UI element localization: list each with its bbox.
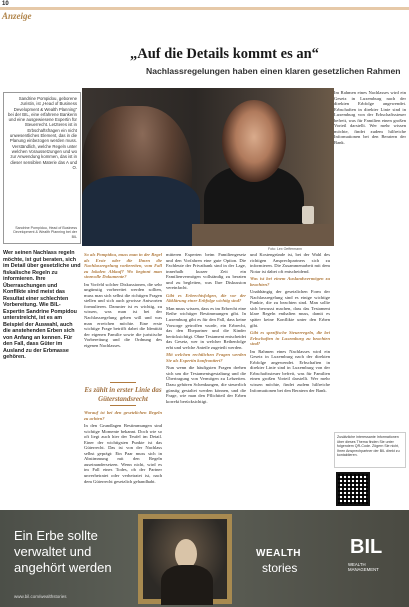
photo-credit: Foto: Lex Oeffermann: [268, 247, 302, 251]
pullquote-rule-top: [110, 382, 136, 383]
answer: Man muss wissen, dass es im Erbrecht eine Reihe wichtiger Bestimmungen gibt. In Luxemburg gibt es für den Fall, dass keine Vorsorge getroffen wurde, ein Erbrecht, das den Ehepartner und die Kinder berücksichtigt. Ohne Testament entscheidet das Gesetz, wer in welcher Reihenfolge erbt und welche Anteile zugeteilt werden.: [166, 305, 246, 350]
question: Worauf ist bei den gesetzlichen Regeln zu achten?: [84, 410, 162, 421]
bil-logo-subtitle: [348, 562, 379, 572]
profile-box: [3, 92, 81, 244]
column-5: [334, 90, 406, 147]
question: Was ist bei einem Auslandsvermögen zu beachten?: [250, 276, 330, 287]
ad-slogan-line-3: angehört werden: [14, 560, 112, 575]
question: Mit welchen rechtlichen Fragen werden Sie als Expertin konfrontiert?: [166, 352, 246, 363]
photo-cup: [302, 206, 314, 224]
column-3: [166, 252, 246, 406]
question: So als Pompidou, muss man in der Regel als Erste oder die Ihnen die Nachlassregelung vorbereiten, vom Fall zu lokalen Ablauf? Wo beginnt man sinnvolle Dokumente?: [84, 252, 162, 280]
profile-caption: Sandrine Pompidou, Head of Business Development & Wealth Planning bei der BIL: [13, 225, 77, 239]
section-label: Anzeige: [2, 11, 32, 21]
question: Gibt es spezifische Steuerregeln, die bei Erbschaften in Luxemburg zu beachten sind?: [250, 330, 330, 347]
photo-table: [192, 224, 334, 246]
page-number: 10: [2, 1, 9, 7]
pullquote-rule-bottom: [110, 405, 136, 406]
answer: Im Rahmen eines Nachlasses wird ein Gesetz in Luxemburg nach der direkten Erbfolge angewendet. Erbschaften in direkter Linie sind in Luxemburg von der Erbschaftssteuer befreit, was für Familien einen großen Vorteil darstellt. Wer mehr wissen möchte, findet zudem hilfreiche Informationen bei den Beratern der Bank.: [334, 90, 406, 145]
pullquote: Es zählt in erster Linie das Güterstandsrecht: [84, 386, 162, 403]
profile-text: Sandrine Pompidou, geborene Juristin, ist „Head of Business Development & Wealth Planning“ bei der BIL, eine erfahrene Bankerin und eine ausgewiesene Expertin für Steuerrecht. Letzteres ist in Erbschaftsfragen ein nicht unwesentliches Element, das in die Planung einbezogen werden muss. Verständlich, welche Regeln unter welchen Voraussetzungen und wo zur Anwendung kommen, das ist in dieser sensiblen Materie das A und O.: [7, 96, 77, 170]
photo-woman-head: [222, 100, 286, 182]
bil-logo: BIL: [350, 536, 383, 558]
ad-wealth-word: WEALTH: [256, 548, 302, 559]
portrait-dress: [161, 565, 213, 605]
answer: Nun wenn die häufigsten Fragen drehen sich um die Testamentsgestaltung und die Übertragung von Vermögen zu Lebzeiten. Dazu gehören Schenkungen, die steuerlich günstig gestaltet werden können, und die Frage, wie man den Pflichtteil der Erben korrekt berücksichtigt.: [166, 365, 246, 404]
answer: Im Rahmen eines Nachlasses wird ein Gesetz in Luxemburg nach der direkten Erbfolge angewendet. Erbschaften in direkter Linie sind in Luxemburg von der Erbschaftssteuer befreit, was für Familien einen großen Vorteil darstellt. Wer mehr wissen möchte, findet zudem hilfreiche Informationen bei den Beratern der Bank.: [250, 348, 330, 393]
ad-slogan: [14, 528, 112, 576]
headline: „Auf die Details kommt es an“: [130, 46, 319, 62]
logo-sub-line-1: WEALTH: [348, 562, 366, 567]
advertisement-banner[interactable]: [0, 510, 409, 607]
column-2-continued: [84, 410, 162, 486]
answer: und Kostengründe ist, bei der Wahl des richtigen Ansprechpartners sich zu informieren. Die Zusammenarbeit mit dem Notar ist dabei oft entscheidend.: [250, 252, 330, 274]
answer: Unabhängig der gesetzlichen Form der Nachlassregelung sind es einige wichtige Punkte, die zu beachten sind. Man sollte sich bewusst machen, dass das Testament klare Regeln enthalten muss, damit es später keine Konflikte unter den Erben gibt.: [250, 289, 330, 328]
ad-slogan-line-2: verwaltet und: [14, 544, 92, 559]
subheadline: Nachlassregelungen haben einen klaren gesetzlichen Rahmen: [146, 66, 401, 76]
logo-sub-line-2: MANAGEMENT: [348, 567, 379, 572]
photo-man-shirt: [82, 176, 200, 246]
question: Gibt es Erbrechtsfolgen, die vor der Abklärung einer Erbfolge wichtig sind?: [166, 292, 246, 304]
ad-stories-word: stories: [262, 561, 298, 575]
answer: Im Vorfeld solcher Diskussionen, die sehr ungünstig vorbereitet werden sollten, muss man sich selbst die richtigen Fragen stellen und sich auch gewisse Antworten formulieren. Darunter ist es wichtig, zu wissen, was man ist bei der Nachlassregelung gehen will und was man erreichen möchte. Eine erste wichtige Frage betrifft dabei die Identität der eigenen Familie sowie die juristische Vorbereitung und die Ordnung des eigenen Nachlasses.: [84, 281, 162, 348]
column-4: [250, 252, 330, 395]
column-2: [84, 252, 162, 350]
intro-text: Wer seinen Nachlass regeln möchte, ist gut beraten, sich im Detail über gesetzliche und fiskalische Regeln zu informieren. Ihre Überraschungen und Konflikte sind meist das Resultat einer schlechten Vorbereitung. Wie BIL-Expertin Sandrine Pompidou unterstreicht, ist es am Beispiel der Auswahl, auch die anstehenden Erben sich von Anfang an kennen. Für den Fall, dass Güter im Ausland zu der Erbmasse gehören.: [3, 250, 81, 360]
ad-portrait-frame: [138, 514, 232, 604]
contact-box: Zusätzliche interessante Informationen über dieses Thema finden Sie unter folgendem QR-Code. Zögern Sie nicht, Ihren Ansprechpartner der BIL direkt zu kontaktieren.: [334, 432, 406, 468]
answer: mitteren Experten beim Familiengesetz und den Vorfahren eine gute Option. Die Fachleute der Privatbank sind in der Lage, innerhalb kurzer Zeit ein Familienvermögen vollständig zu beraten und zu begleiten, was Ihre Diskussion vereinfacht.: [166, 252, 246, 291]
qr-code-icon[interactable]: [336, 472, 370, 506]
interview-photo: [82, 88, 334, 246]
ad-url-link[interactable]: www.bil.com/wealthstories: [14, 594, 67, 599]
ad-slogan-line-1: Ein Erbe sollte: [14, 528, 98, 543]
top-rule: [0, 7, 409, 10]
answer: In den Grundlagen Bestimmungen sind wichtige Momente bekannt. Doch wie so oft liegt auch hier der Teufel im Detail. Einer der wichtigsten Punkte ist das Güterrecht. Das ist von der Nachlass selbst geprägt: Ein Paar muss sich in Abstimmung mit den Regeln auseinandersetzen. Wenn nicht, wird es im Fall eines Todes, ob der Partner unverheiratet oder verheiratet ist, nach dem Güterrecht gesetzlich gehandhabt.: [84, 423, 162, 484]
